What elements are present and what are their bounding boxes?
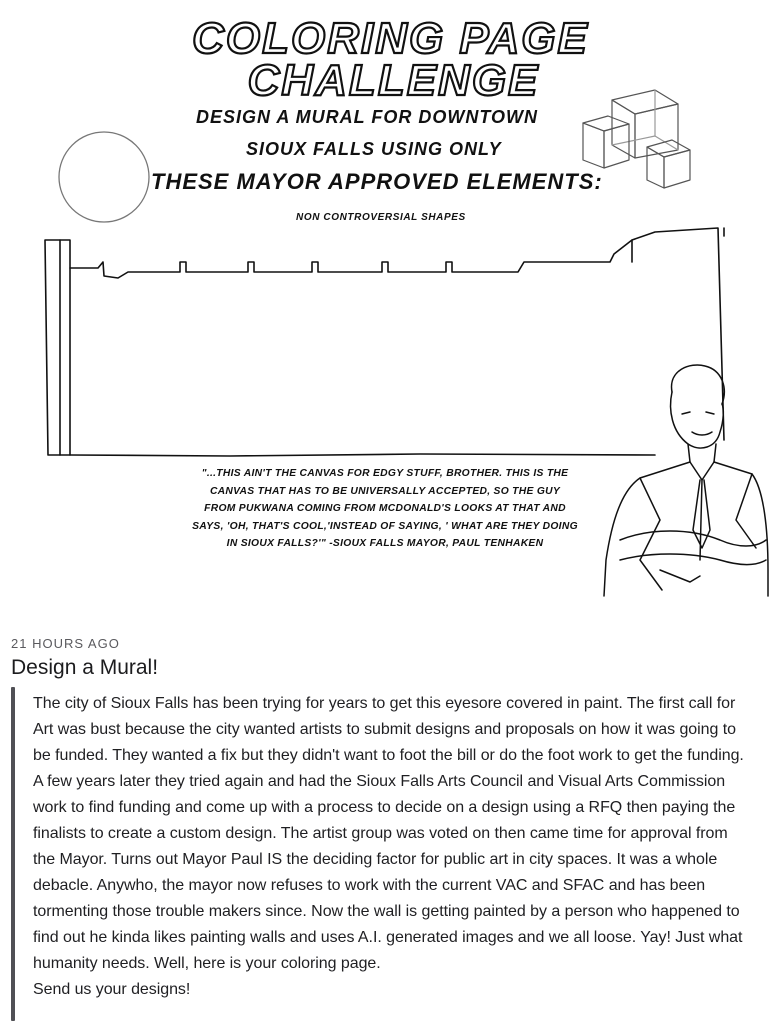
quote-line: CANVAS THAT HAS TO BE UNIVERSALLY ACCEPTED, SO THE GUY [209,485,561,497]
quote-line: IN SIOUX FALLS?'" -SIOUX FALLS MAYOR, PAUL TENHAKEN [226,538,544,549]
subtitle-line-1: DESIGN A MURAL FOR DOWNTOWN [196,107,538,127]
post-paragraph: The city of Sioux Falls has been trying for years to get this eyesore covered in paint. The first call for Art was bust because the city wanted artists to submit designs and proposals on how it was going to be funded. They wanted a fix but they didn't want to foot the bill or do the foot work to get the funding. A few years later they tried again and had the Sioux Falls Arts Council and Visual Arts Commission work to find funding and come up with a process to decide on a design using a RFQ then paying the finalists to create a custom design. The artist group was voted on then came time for approval from the Mayor. Turns out Mayor Paul IS the deciding factor for public art in city spaces. It was a whole debacle. Anywho, the mayor now refuses to work with the current VAC and SFAC and has been tormenting those trouble makers since. Now the wall is getting painted by a person who happened to find out he kinda likes painting walls and uses A.I. generated images and we all loose. Yay! Just what humanity needs. Well, here is your coloring page. [33,695,744,972]
quote-bar [11,687,15,1021]
quote-line: "...THIS AIN'T THE CANVAS FOR EDGY STUFF, BROTHER. THIS IS THE [201,468,569,479]
wall-outline [45,228,724,456]
mayor-quote [167,465,603,553]
subtitle-line-2: SIOUX FALLS USING ONLY [246,139,502,159]
post-body-text [33,691,749,1003]
post-timestamp: 21 HOURS AGO [11,636,120,651]
post-closing: Send us your designs! [33,981,191,998]
circle-shape [59,132,149,222]
title-line-1: COLORING PAGE [192,14,589,63]
quote-line: FROM PUKWANA COMING FROM MCDONALD'S LOOKS AT THAT AND [204,503,566,514]
title-line-2: CHALLENGE [247,56,540,105]
post-body [11,687,761,1023]
mayor-illustration [604,365,768,596]
quote-line: SAYS, 'OH, THAT'S COOL,'INSTEAD OF SAYING, ' WHAT ARE THEY DOING [192,520,578,532]
post-title: Design a Mural! [11,656,159,679]
subtitle-line-3: THESE MAYOR APPROVED ELEMENTS: [151,169,603,194]
shapes-caption: NON CONTROVERSIAL SHAPES [296,212,466,223]
